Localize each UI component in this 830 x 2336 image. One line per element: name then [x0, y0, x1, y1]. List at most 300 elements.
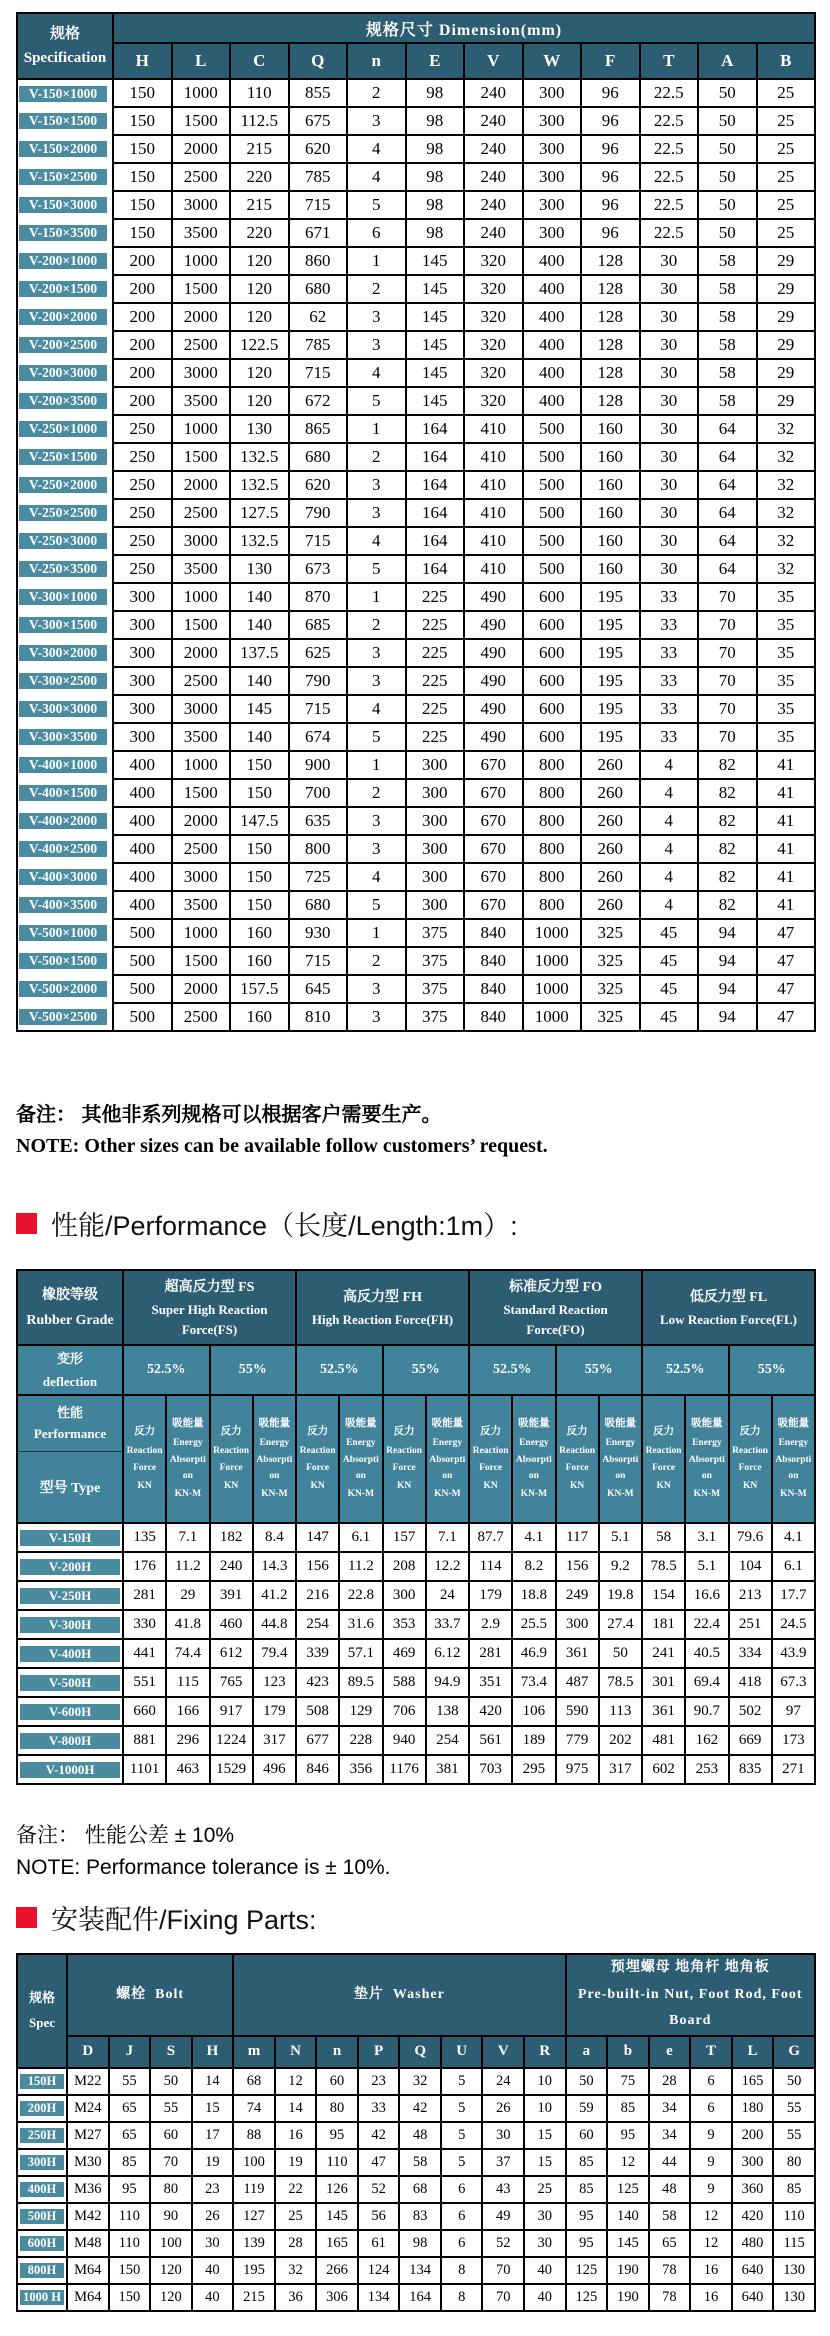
dimension-value: 1000: [172, 919, 231, 947]
group-fl-en: Low Reaction Force(FL): [660, 1312, 797, 1328]
rubber-grade-header: [17, 1270, 123, 1345]
subcol-unit: KN: [310, 1480, 325, 1491]
dimension-column-header: A: [698, 43, 757, 79]
performance-value: 67.3: [772, 1668, 815, 1697]
performance-value: 157: [383, 1523, 426, 1552]
spec-label-cell: [17, 667, 113, 695]
dimension-value: 160: [581, 555, 640, 583]
dimension-row: [17, 863, 815, 891]
dimension-value: 240: [464, 135, 523, 163]
dimension-value: 25: [757, 163, 816, 191]
dimension-value: 96: [581, 107, 640, 135]
dimension-value: 150: [230, 779, 289, 807]
dimension-value: 32: [757, 471, 816, 499]
dimension-value: 4: [640, 779, 699, 807]
dimension-value: 1500: [172, 275, 231, 303]
performance-value: 917: [210, 1697, 253, 1726]
energy-absorption-subheader: [426, 1395, 469, 1523]
dimension-value: 98: [406, 163, 465, 191]
dimension-value: 300: [406, 863, 465, 891]
dimension-value: 200: [113, 303, 172, 331]
dimension-value: 225: [406, 583, 465, 611]
spec-label-cell: [17, 443, 113, 471]
red-square-icon: [16, 1907, 37, 1928]
performance-value: 706: [383, 1697, 426, 1726]
spec-label: V-250×2500: [19, 505, 107, 521]
performance-value: 156: [296, 1552, 339, 1581]
spec-label-cell: [17, 303, 113, 331]
dimension-value: 300: [523, 191, 582, 219]
subcol-unit: KN: [656, 1480, 671, 1491]
performance-value: 254: [426, 1726, 469, 1755]
dimension-value: 840: [464, 947, 523, 975]
fixing-value: 16: [690, 2284, 732, 2311]
subcol-en: Energy Absorption: [515, 1438, 552, 1481]
fixing-value: 34: [649, 2122, 691, 2149]
type-label-cell: [17, 1581, 123, 1610]
dimension-value: 25: [757, 219, 816, 247]
dimension-value: 140: [230, 667, 289, 695]
dimension-value: 50: [698, 135, 757, 163]
dimension-value: 164: [406, 527, 465, 555]
dimension-row: [17, 807, 815, 835]
dimension-value: 82: [698, 835, 757, 863]
dimension-value: 58: [698, 359, 757, 387]
performance-value: 182: [210, 1523, 253, 1552]
dimension-value: 410: [464, 443, 523, 471]
dimension-value: 5: [347, 555, 406, 583]
dimension-value: 122.5: [230, 331, 289, 359]
dimension-value: 30: [640, 471, 699, 499]
spec-label-cell: [17, 555, 113, 583]
dimension-value: 150: [230, 835, 289, 863]
dimension-value: 2500: [172, 667, 231, 695]
performance-value: 138: [426, 1697, 469, 1726]
performance-value: 113: [599, 1697, 642, 1726]
performance-value: 846: [296, 1755, 339, 1784]
fixing-value: 480: [732, 2230, 774, 2257]
subcol-en: Reaction Force: [472, 1446, 509, 1473]
subcol-en: Energy Absorption: [429, 1438, 466, 1481]
fixing-value: 190: [607, 2284, 649, 2311]
performance-value: 423: [296, 1668, 339, 1697]
performance-value: 295: [512, 1755, 555, 1784]
dimension-row: [17, 527, 815, 555]
dimension-value: 32: [757, 443, 816, 471]
subcol-zh: 吸能量: [258, 1418, 291, 1430]
fixing-value: 55: [109, 2068, 151, 2095]
spec-label: V-400×2500: [19, 841, 107, 857]
dimension-value: 32: [757, 415, 816, 443]
dimension-value: 1000: [172, 79, 231, 107]
performance-value: 1101: [123, 1755, 166, 1784]
dimension-row: [17, 331, 815, 359]
fixing-value: 420: [732, 2203, 774, 2230]
dimension-value: 1000: [172, 751, 231, 779]
type-label: V-800H: [20, 1733, 120, 1749]
energy-absorption-subheader: [253, 1395, 296, 1523]
fixing-value: 75: [607, 2068, 649, 2095]
washer-en: Washer: [392, 1986, 445, 2002]
dimension-value: 2500: [172, 835, 231, 863]
fixing-value: M27: [67, 2122, 109, 2149]
performance-value: 301: [642, 1668, 685, 1697]
fixing-column-letter: J: [109, 2036, 151, 2068]
spec-label: V-150×1500: [19, 113, 107, 129]
fixing-row: [17, 2203, 815, 2230]
dimension-value: 200: [113, 331, 172, 359]
dimension-value: 41: [757, 779, 816, 807]
dimension-value: 30: [640, 443, 699, 471]
performance-value: 17.7: [772, 1581, 815, 1610]
spec-label: V-200×2500: [19, 337, 107, 353]
dimension-value: 400: [523, 303, 582, 331]
dimension-value: 64: [698, 555, 757, 583]
fixing-value: 125: [566, 2257, 608, 2284]
dimension-value: 98: [406, 107, 465, 135]
fixing-value: 36: [275, 2284, 317, 2311]
performance-value: 117: [556, 1523, 599, 1552]
performance-value: 14.3: [253, 1552, 296, 1581]
fixing-value: 80: [316, 2095, 358, 2122]
performance-value: 351: [469, 1668, 512, 1697]
fixing-value: 98: [399, 2230, 441, 2257]
performance-row: [17, 1581, 815, 1610]
spec-label-cell: [17, 415, 113, 443]
dimension-value: 160: [581, 499, 640, 527]
spec-label: V-300×3500: [19, 729, 107, 745]
fixing-value: 134: [399, 2257, 441, 2284]
performance-value: 106: [512, 1697, 555, 1726]
fixing-value: 165: [732, 2068, 774, 2095]
performance-value: 213: [729, 1581, 772, 1610]
fixing-row: [17, 2095, 815, 2122]
fixing-value: 30: [524, 2203, 566, 2230]
dimension-value: 250: [113, 499, 172, 527]
performance-value: 89.5: [339, 1668, 382, 1697]
fixing-value: 15: [192, 2095, 234, 2122]
dimension-value: 400: [523, 331, 582, 359]
dimension-value: 670: [464, 751, 523, 779]
dimension-value: 94: [698, 919, 757, 947]
dimension-value: 225: [406, 639, 465, 667]
dimension-value: 3: [347, 975, 406, 1003]
group-fs-zh: 超高反力型 FS: [164, 1279, 255, 1295]
washer-zh: 垫片: [353, 1986, 384, 2002]
performance-value: 173: [772, 1726, 815, 1755]
fixing-spec-cell: [17, 2149, 67, 2176]
dimension-value: 30: [640, 387, 699, 415]
dimension-value: 870: [289, 583, 348, 611]
dimension-value: 3: [347, 471, 406, 499]
spec-label: V-400×3000: [19, 869, 107, 885]
dimension-value: 70: [698, 667, 757, 695]
dimension-row: [17, 555, 815, 583]
fixing-value: 59: [566, 2095, 608, 2122]
energy-absorption-subheader: [339, 1395, 382, 1523]
performance-value: 18.8: [512, 1581, 555, 1610]
dimension-value: 35: [757, 639, 816, 667]
dimension-value: 140: [230, 583, 289, 611]
dimension-column-header: F: [581, 43, 640, 79]
performance-value: 46.9: [512, 1639, 555, 1668]
fixing-value: 85: [566, 2176, 608, 2203]
fixing-value: 58: [649, 2203, 691, 2230]
fixing-value: 42: [358, 2122, 400, 2149]
fixing-value: 85: [773, 2176, 815, 2203]
dimension-value: 200: [113, 275, 172, 303]
performance-value: 11.2: [166, 1552, 209, 1581]
performance-label-en: Performance: [33, 1425, 107, 1441]
spec-label: V-400×1000: [19, 757, 107, 773]
fixing-value: 120: [150, 2257, 192, 2284]
fixing-value: 60: [150, 2122, 192, 2149]
spec-label: V-500×1000: [19, 925, 107, 941]
dimension-value: 160: [581, 527, 640, 555]
fixing-value: 640: [732, 2284, 774, 2311]
fixing-value: 5: [441, 2149, 483, 2176]
dimension-value: 1000: [172, 415, 231, 443]
dimension-value: 300: [113, 583, 172, 611]
dimension-value: 145: [406, 331, 465, 359]
dimension-value: 45: [640, 975, 699, 1003]
dimension-value: 1000: [523, 919, 582, 947]
dimension-value: 240: [464, 191, 523, 219]
fixing-value: 80: [773, 2149, 815, 2176]
performance-value: 469: [383, 1639, 426, 1668]
group-fo-en: Standard Reaction Force(FO): [503, 1301, 608, 1338]
dimension-value: 490: [464, 639, 523, 667]
dimension-value: 4: [640, 751, 699, 779]
dimension-value: 725: [289, 863, 348, 891]
dimension-value: 1000: [523, 975, 582, 1003]
fixing-value: 126: [316, 2176, 358, 2203]
fixing-spec-label: 500H: [20, 2209, 64, 2224]
type-label-cell: [17, 1610, 123, 1639]
dimension-value: 3: [347, 667, 406, 695]
dimension-value: 150: [113, 163, 172, 191]
fixing-value: 48: [399, 2122, 441, 2149]
fixing-letter-row: [17, 2036, 815, 2068]
dimension-value: 5: [347, 723, 406, 751]
dimension-value: 840: [464, 975, 523, 1003]
fixing-value: 145: [607, 2230, 649, 2257]
rubber-grade-zh: 橡胶等级: [42, 1288, 98, 1304]
spec-label-cell: [17, 135, 113, 163]
fixing-column-letter: P: [358, 2036, 400, 2068]
fixing-value: 12: [690, 2230, 732, 2257]
fixing-value: M48: [67, 2230, 109, 2257]
dimension-value: 300: [523, 163, 582, 191]
performance-value: 50: [599, 1639, 642, 1668]
fixing-value: 50: [150, 2068, 192, 2095]
dimension-value: 400: [523, 359, 582, 387]
spec-label: V-400×2000: [19, 813, 107, 829]
performance-value: 391: [210, 1581, 253, 1610]
type-label: 型号 Type: [39, 1481, 101, 1496]
fixing-value: 19: [275, 2149, 317, 2176]
performance-table-body: [17, 1523, 815, 1784]
deflection-value: 52.5%: [469, 1345, 556, 1395]
dimension-value: 320: [464, 331, 523, 359]
energy-absorption-subheader: [512, 1395, 555, 1523]
dimension-row: [17, 359, 815, 387]
dimension-value: 128: [581, 359, 640, 387]
performance-value: 19.8: [599, 1581, 642, 1610]
fixing-value: 115: [773, 2230, 815, 2257]
dimension-value: 715: [289, 947, 348, 975]
dimension-value: 2000: [172, 471, 231, 499]
spec-label: V-500×2000: [19, 981, 107, 997]
performance-value: 502: [729, 1697, 772, 1726]
performance-value: 353: [383, 1610, 426, 1639]
performance-value: 253: [685, 1755, 728, 1784]
dimension-value: 64: [698, 527, 757, 555]
spec-label-cell: [17, 163, 113, 191]
fixing-value: 68: [399, 2176, 441, 2203]
dimension-column-header: Q: [289, 43, 348, 79]
dimension-value: 3: [347, 107, 406, 135]
performance-value: 24.5: [772, 1610, 815, 1639]
dimension-value: 22.5: [640, 191, 699, 219]
performance-value: 6.1: [772, 1552, 815, 1581]
dimension-value: 32: [757, 527, 816, 555]
fixing-row: [17, 2176, 815, 2203]
spec-label: V-500×1500: [19, 953, 107, 969]
fixing-spec-cell: [17, 2176, 67, 2203]
performance-value: 135: [123, 1523, 166, 1552]
nut-rod-board-zh: 预埋螺母 地角杆 地角板: [610, 1960, 770, 1975]
spec-label-cell: [17, 891, 113, 919]
type-label: V-150H: [20, 1530, 120, 1546]
subcol-unit: KN-M: [520, 1488, 548, 1499]
subcol-en: Reaction Force: [559, 1446, 596, 1473]
dimension-value: 160: [230, 947, 289, 975]
dimension-value: 70: [698, 583, 757, 611]
type-label: V-250H: [20, 1588, 120, 1604]
dimension-value: 4: [347, 359, 406, 387]
fixing-column-letter: n: [316, 2036, 358, 2068]
performance-value: 361: [556, 1639, 599, 1668]
reaction-force-subheader: [296, 1395, 339, 1523]
dimension-value: 32: [757, 499, 816, 527]
performance-value: 281: [469, 1639, 512, 1668]
dimension-value: 300: [406, 779, 465, 807]
dimension-value: 120: [230, 247, 289, 275]
dimension-value: 3: [347, 303, 406, 331]
dimension-value: 22.5: [640, 219, 699, 247]
dimension-row: [17, 163, 815, 191]
performance-row: [17, 1755, 815, 1784]
dimension-value: 225: [406, 667, 465, 695]
fixing-column-letter: T: [690, 2036, 732, 2068]
spec-label-cell: [17, 611, 113, 639]
fixing-value: 110: [773, 2203, 815, 2230]
subcol-zh: 反力: [307, 1426, 329, 1438]
dimension-value: 41: [757, 891, 816, 919]
spec-label-cell: [17, 779, 113, 807]
performance-value: 1224: [210, 1726, 253, 1755]
spec-label: V-150×3500: [19, 225, 107, 241]
fixing-value: 70: [482, 2257, 524, 2284]
dimension-value: 225: [406, 723, 465, 751]
performance-value: 254: [296, 1610, 339, 1639]
dimension-value: 30: [640, 555, 699, 583]
performance-value: 176: [123, 1552, 166, 1581]
fixing-spec-en: Spec: [29, 2014, 55, 2030]
performance-value: 90.7: [685, 1697, 728, 1726]
dimension-value: 490: [464, 611, 523, 639]
deflection-value: 55%: [729, 1345, 816, 1395]
subcol-zh: 吸能量: [172, 1418, 204, 1430]
performance-value: 590: [556, 1697, 599, 1726]
performance-value: 6.12: [426, 1639, 469, 1668]
dimension-value: 29: [757, 275, 816, 303]
fixing-column-letter: H: [192, 2036, 234, 2068]
performance-value: 487: [556, 1668, 599, 1697]
dimension-value: 320: [464, 275, 523, 303]
performance-value: 356: [339, 1755, 382, 1784]
dimension-value: 240: [464, 107, 523, 135]
dimension-row: [17, 219, 815, 247]
fixing-value: 90: [150, 2203, 192, 2230]
spec-label: V-150×2500: [19, 169, 107, 185]
dimension-value: 150: [230, 863, 289, 891]
fixing-value: 74: [233, 2095, 275, 2122]
spec-label: V-250×3500: [19, 561, 107, 577]
fixing-value: 22: [275, 2176, 317, 2203]
dimension-value: 2000: [172, 639, 231, 667]
dimension-value: 58: [698, 303, 757, 331]
dimension-value: 45: [640, 947, 699, 975]
dimension-value: 400: [523, 275, 582, 303]
fixing-value: 8: [441, 2257, 483, 2284]
fixing-column-letter: D: [67, 2036, 109, 2068]
dimension-value: 300: [406, 891, 465, 919]
fixing-spec-cell: [17, 2068, 67, 2095]
performance-value: 74.4: [166, 1639, 209, 1668]
subcol-unit: KN-M: [347, 1488, 375, 1499]
dimension-value: 410: [464, 499, 523, 527]
group-fl-zh: 低反力型 FL: [689, 1289, 768, 1305]
dimension-value: 500: [113, 1003, 172, 1031]
dimension-value: 300: [113, 611, 172, 639]
performance-value: 147: [296, 1523, 339, 1552]
dimension-value: 600: [523, 695, 582, 723]
fixing-value: 16: [690, 2257, 732, 2284]
performance-value: 9.2: [599, 1552, 642, 1581]
fixing-value: 6: [690, 2068, 732, 2095]
dimension-value: 98: [406, 219, 465, 247]
dimension-value: 195: [581, 583, 640, 611]
dimension-value: 320: [464, 247, 523, 275]
fixing-row: [17, 2068, 815, 2095]
dimension-value: 30: [640, 527, 699, 555]
dimension-value: 64: [698, 471, 757, 499]
deflection-value: 52.5%: [296, 1345, 383, 1395]
dimension-row: [17, 415, 815, 443]
fixing-value: 8: [441, 2284, 483, 2311]
dimension-value: 3000: [172, 359, 231, 387]
dimension-row: [17, 303, 815, 331]
spec-header-en: Specification: [23, 50, 107, 66]
note-tolerance-en: NOTE: Performance tolerance is ± 10%.: [16, 1856, 391, 1879]
dimension-column-header: B: [757, 43, 816, 79]
energy-absorption-subheader: [685, 1395, 728, 1523]
dimension-value: 35: [757, 695, 816, 723]
dimension-value: 800: [523, 807, 582, 835]
dimension-value: 250: [113, 527, 172, 555]
